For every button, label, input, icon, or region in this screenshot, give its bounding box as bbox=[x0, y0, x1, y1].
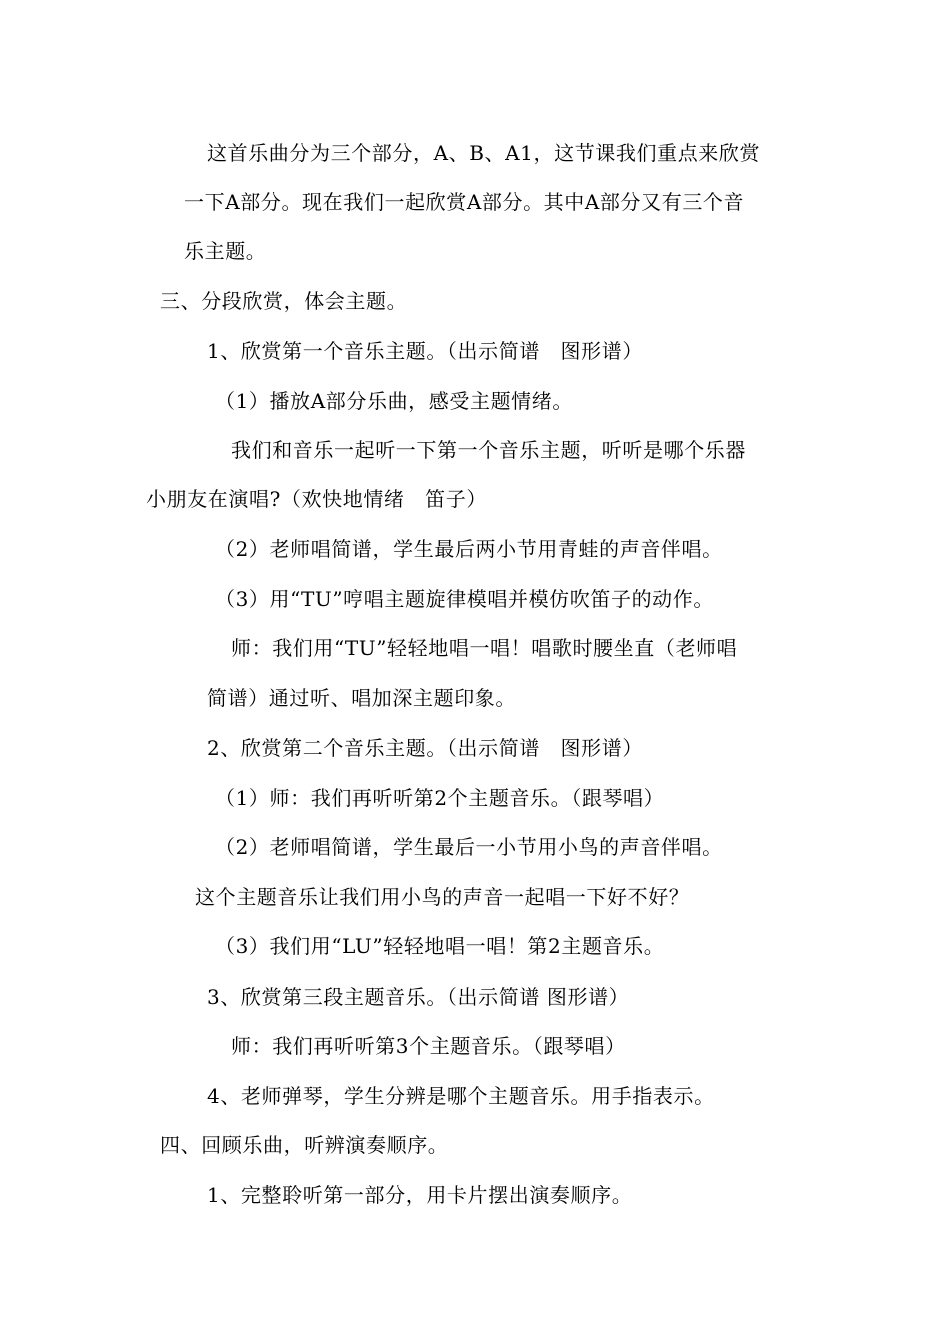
text-line-17: （3）我们用“LU”轻轻地唱一唱！第2主题音乐。 bbox=[215, 934, 665, 958]
text-line-7: 我们和音乐一起听一下第一个音乐主题，听听是哪个乐器 bbox=[231, 438, 746, 462]
text-line-8: 小朋友在演唱?（欢快地情绪 笛子） bbox=[146, 487, 487, 511]
text-line-3: 乐主题。 bbox=[184, 239, 267, 263]
text-line-1: 这首乐曲分为三个部分，A、B、A1，这节课我们重点来欣赏 bbox=[207, 141, 761, 165]
subsection-3: 3、欣赏第三段主题音乐。（出示简谱 图形谱） bbox=[207, 985, 630, 1009]
text-line-19: 师：我们再听听第3个主题音乐。（跟琴唱） bbox=[231, 1034, 626, 1058]
section-heading-3: 三、分段欣赏，体会主题。 bbox=[160, 289, 408, 313]
text-line-10: （3）用“TU”哼唱主题旋律模唱并模仿吹笛子的动作。 bbox=[215, 587, 714, 611]
subsection-2: 2、欣赏第二个音乐主题。（出示简谱 图形谱） bbox=[207, 736, 643, 760]
text-line-22: 1、完整聆听第一部分，用卡片摆出演奏顺序。 bbox=[207, 1183, 633, 1207]
text-line-15: （2）老师唱简谱，学生最后一小节用小鸟的声音伴唱。 bbox=[215, 835, 723, 859]
text-line-14: （1）师：我们再听听第2个主题音乐。（跟琴唱） bbox=[215, 786, 665, 810]
text-line-11: 师：我们用“TU”轻轻地唱一唱！唱歌时腰坐直（老师唱 bbox=[231, 636, 738, 660]
text-line-9: （2）老师唱简谱，学生最后两小节用青蛙的声音伴唱。 bbox=[215, 537, 723, 561]
text-line-6: （1）播放A部分乐曲，感受主题情绪。 bbox=[215, 389, 573, 413]
text-line-2: 一下A部分。现在我们一起欣赏A部分。其中A部分又有三个音 bbox=[184, 190, 745, 214]
text-line-16: 这个主题音乐让我们用小鸟的声音一起唱一下好不好？ bbox=[195, 885, 690, 909]
text-line-12: 简谱）通过听、唱加深主题印象。 bbox=[207, 686, 516, 710]
subsection-4: 4、老师弹琴，学生分辨是哪个主题音乐。用手指表示。 bbox=[207, 1084, 715, 1108]
subsection-1: 1、欣赏第一个音乐主题。（出示简谱 图形谱） bbox=[207, 339, 643, 363]
section-heading-4: 四、回顾乐曲，听辨演奏顺序。 bbox=[160, 1133, 449, 1157]
